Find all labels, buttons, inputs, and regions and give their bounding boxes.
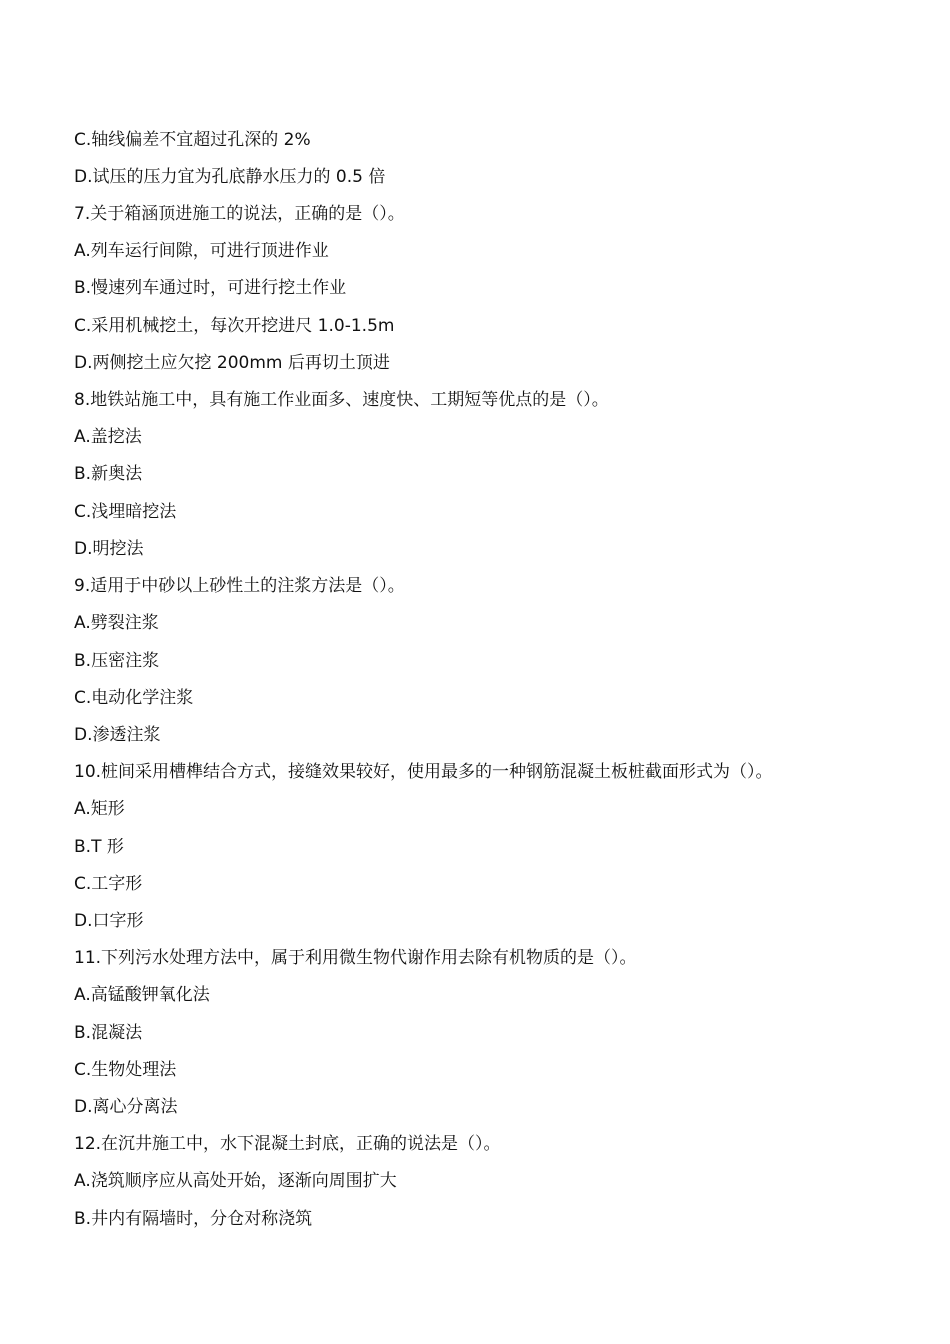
question-line: 10.桩间采用槽榫结合方式，接缝效果较好，使用最多的一种钢筋混凝土板桩截面形式为（）。 <box>74 762 773 782</box>
option-line: B.混凝法 <box>74 1023 143 1043</box>
option-line: D.渗透注浆 <box>74 725 161 745</box>
option-line: B.新奥法 <box>74 464 143 484</box>
question-line: 7.关于箱涵顶进施工的说法，正确的是（）。 <box>74 204 405 224</box>
question-line: 12.在沉井施工中，水下混凝土封底，正确的说法是（）。 <box>74 1134 501 1154</box>
option-line: B.井内有隔墙时，分仓对称浇筑 <box>74 1209 313 1229</box>
option-line: A.浇筑顺序应从高处开始，逐渐向周围扩大 <box>74 1171 397 1191</box>
question-line: 8.地铁站施工中，具有施工作业面多、速度快、工期短等优点的是（）。 <box>74 390 609 410</box>
option-line: B.压密注浆 <box>74 651 160 671</box>
question-line: 11.下列污水处理方法中，属于利用微生物代谢作用去除有机物质的是（）。 <box>74 948 637 968</box>
option-line: C.采用机械挖土，每次开挖进尺 1.0-1.5m <box>74 316 395 336</box>
option-line: A.劈裂注浆 <box>74 613 159 633</box>
option-line: C.轴线偏差不宜超过孔深的 2% <box>74 130 311 150</box>
option-line: D.明挖法 <box>74 539 144 559</box>
option-line: A.矩形 <box>74 799 125 819</box>
option-line: A.盖挖法 <box>74 427 142 447</box>
option-line: C.浅埋暗挖法 <box>74 502 177 522</box>
option-line: A.列车运行间隙，可进行顶进作业 <box>74 241 329 261</box>
question-line: 9.适用于中砂以上砂性土的注浆方法是（）。 <box>74 576 405 596</box>
option-line: C.生物处理法 <box>74 1060 177 1080</box>
option-line: B.慢速列车通过时，可进行挖土作业 <box>74 278 347 298</box>
option-line: C.工字形 <box>74 874 143 894</box>
option-line: B.T 形 <box>74 837 124 857</box>
option-line: A.高锰酸钾氧化法 <box>74 985 210 1005</box>
option-line: D.口字形 <box>74 911 144 931</box>
option-line: D.离心分离法 <box>74 1097 178 1117</box>
option-line: D.试压的压力宜为孔底静水压力的 0.5 倍 <box>74 167 386 187</box>
option-line: D.两侧挖土应欠挖 200mm 后再切土顶进 <box>74 353 390 373</box>
option-line: C.电动化学注浆 <box>74 688 194 708</box>
